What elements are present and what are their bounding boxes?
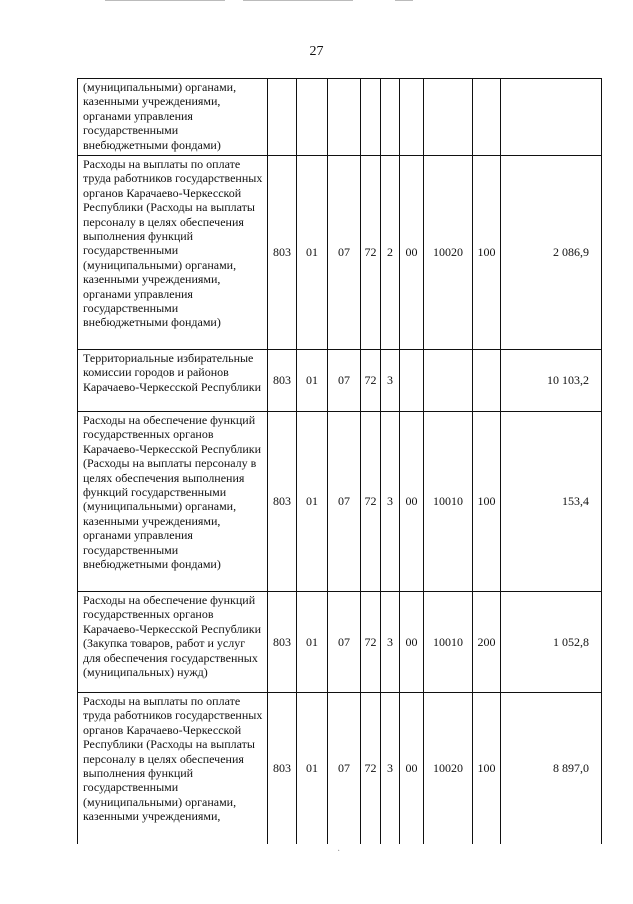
- section-code: 01: [297, 592, 328, 693]
- direction-code: 00: [400, 693, 424, 844]
- amount: 8 897,0: [501, 693, 602, 844]
- target-code: 10020: [424, 156, 473, 350]
- direction-code: [400, 350, 424, 412]
- program-code: 72: [361, 156, 381, 350]
- scan-edge-line: [395, 0, 413, 1]
- page-number: 27: [309, 44, 324, 59]
- amount: [501, 79, 602, 156]
- section-code: 01: [297, 156, 328, 350]
- direction-code: 00: [400, 156, 424, 350]
- section-code: [297, 79, 328, 156]
- program-code: 72: [361, 592, 381, 693]
- table-row: [78, 350, 602, 412]
- row-description: Расходы на выплаты по оплате труда работников государственных органов Карачаево-Черкесской Республики (Расходы на выплаты персоналу в целях обеспечения выполнения функций государственными (муниципальными) органами, казенными учреждениями, органами управления государственными внебюджетными фондами): [78, 156, 268, 350]
- target-code: [424, 79, 473, 156]
- section-code: 01: [297, 412, 328, 592]
- expense-type-code: [473, 79, 501, 156]
- direction-code: 00: [400, 592, 424, 693]
- scan-mark: ·: [337, 846, 341, 857]
- subsection-code: [328, 79, 361, 156]
- ministry-code: [268, 79, 297, 156]
- row-description: Расходы на обеспечение функций государственных органов Карачаево-Черкесской Республики (Расходы на выплаты персоналу в целях обеспечения выполнения функций государственными (муниципальными) органами, казенными учреждениями, органами управления государственными внебюджетными фондами): [78, 412, 268, 592]
- subprogram-code: [381, 79, 400, 156]
- ministry-code: 803: [268, 156, 297, 350]
- program-code: 72: [361, 693, 381, 844]
- amount: 1 052,8: [501, 592, 602, 693]
- program-code: 72: [361, 412, 381, 592]
- amount: 10 103,2: [501, 350, 602, 412]
- subprogram-code: 3: [381, 412, 400, 592]
- direction-code: 00: [400, 412, 424, 592]
- subprogram-code: 3: [381, 592, 400, 693]
- row-description: Расходы на обеспечение функций государственных органов Карачаево-Черкесской Республики (Закупка товаров, работ и услуг для обеспечения государственных (муниципальных) нужд): [78, 592, 268, 693]
- ministry-code: 803: [268, 412, 297, 592]
- ministry-code: 803: [268, 592, 297, 693]
- table-row: [78, 156, 602, 350]
- subsection-code: 07: [328, 156, 361, 350]
- subprogram-code: 3: [381, 350, 400, 412]
- expense-type-code: 100: [473, 412, 501, 592]
- program-code: [361, 79, 381, 156]
- target-code: 10010: [424, 592, 473, 693]
- row-description: Расходы на выплаты по оплате труда работников государственных органов Карачаево-Черкесской Республики (Расходы на выплаты персоналу в целях обеспечения выполнения функций государственными (муниципальными) органами, казенными учреждениями,: [78, 693, 268, 844]
- subsection-code: 07: [328, 693, 361, 844]
- ministry-code: 803: [268, 350, 297, 412]
- target-code: [424, 350, 473, 412]
- subsection-code: 07: [328, 350, 361, 412]
- program-code: 72: [361, 350, 381, 412]
- budget-table: [77, 78, 602, 844]
- subsection-code: 07: [328, 412, 361, 592]
- subsection-code: 07: [328, 592, 361, 693]
- amount: 153,4: [501, 412, 602, 592]
- direction-code: [400, 79, 424, 156]
- expense-type-code: [473, 350, 501, 412]
- expense-type-code: 200: [473, 592, 501, 693]
- subprogram-code: 3: [381, 693, 400, 844]
- scan-edge-line: [243, 0, 353, 1]
- section-code: 01: [297, 350, 328, 412]
- amount: 2 086,9: [501, 156, 602, 350]
- subprogram-code: 2: [381, 156, 400, 350]
- row-description: (муниципальными) органами, казенными учреждениями, органами управления государственными внебюджетными фондами): [78, 79, 268, 156]
- table-row: [78, 79, 602, 156]
- expense-type-code: 100: [473, 693, 501, 844]
- row-description: Территориальные избирательные комиссии городов и районов Карачаево-Черкесской Республики: [78, 350, 268, 412]
- table-row: [78, 693, 602, 844]
- expense-type-code: 100: [473, 156, 501, 350]
- ministry-code: 803: [268, 693, 297, 844]
- table-row: [78, 412, 602, 592]
- target-code: 10010: [424, 412, 473, 592]
- scan-edge-line: [105, 0, 225, 1]
- target-code: 10020: [424, 693, 473, 844]
- table-row: [78, 592, 602, 693]
- section-code: 01: [297, 693, 328, 844]
